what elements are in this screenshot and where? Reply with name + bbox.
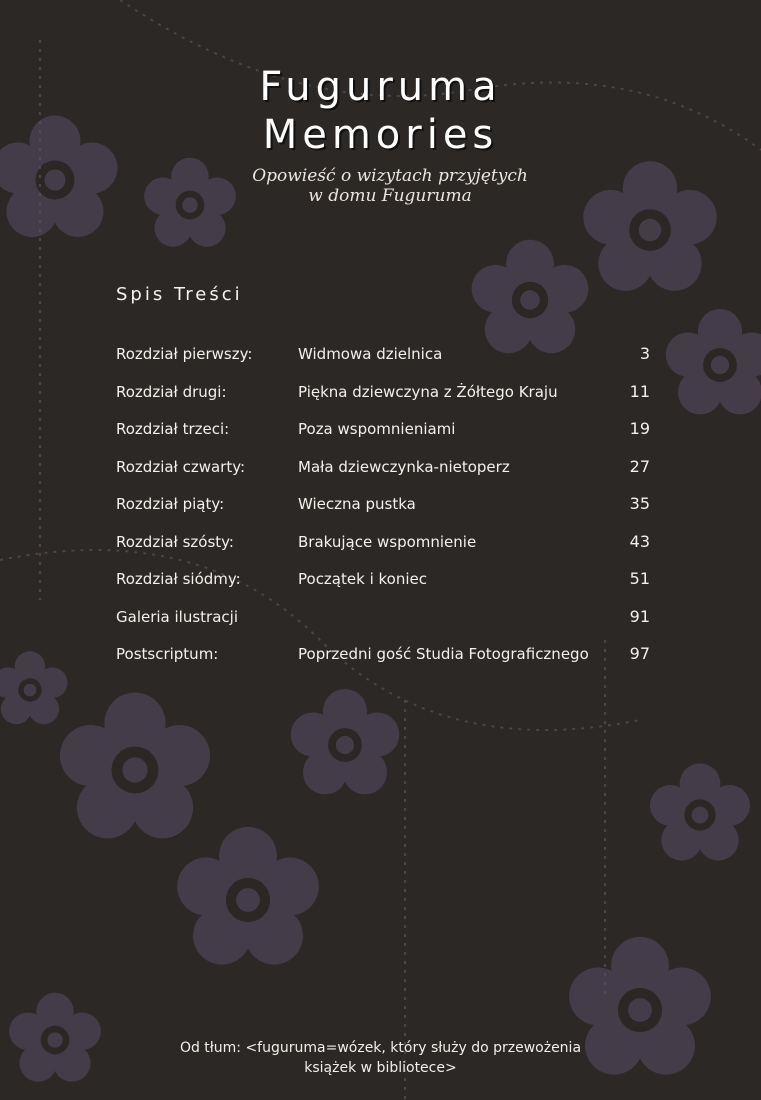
toc-entry-page: 91 [629, 606, 650, 626]
translator-note-line-2: książek w bibliotece> [304, 1060, 457, 1076]
toc-entry-title: Poza wspomnieniami [298, 420, 456, 438]
toc-entry-label: Galeria ilustracji [116, 607, 238, 626]
toc-entry-page: 11 [629, 381, 650, 401]
toc-entry-label: Rozdział szósty: [116, 532, 234, 551]
toc-entry-title: Mała dziewczynka-nietoperz [298, 457, 510, 476]
toc-entry-label: Postscriptum: [116, 645, 219, 663]
toc-entry[interactable] [116, 606, 650, 644]
toc-entry-page: 27 [629, 456, 650, 476]
toc-heading: Spis Treści [116, 284, 243, 305]
book-title-line-2: Memories [262, 112, 499, 158]
toc-entry[interactable] [116, 531, 650, 569]
toc-entry-title: Piękna dziewczyna z Żółtego Kraju [298, 382, 558, 401]
toc-entry[interactable] [116, 343, 650, 381]
toc-entry-page: 43 [629, 531, 650, 551]
book-title-line-1: Fuguruma [259, 64, 502, 110]
toc-entry-label: Rozdział trzeci: [116, 420, 230, 438]
toc-entry[interactable] [116, 418, 650, 456]
subtitle-line-1: Opowieść o wizytach przyjętych [252, 166, 528, 186]
translator-note-line-1: Od tłum: <fuguruma=wózek, który służy do przewożenia [179, 1040, 582, 1056]
toc-entry-label: Rozdział czwarty: [116, 457, 246, 476]
toc-entry[interactable] [116, 381, 650, 419]
toc-entry-page: 97 [629, 644, 650, 663]
toc-entry-title: Brakujące wspomnienie [298, 532, 477, 551]
toc-entry-page: 51 [629, 569, 650, 588]
toc-entry-label: Rozdział piąty: [116, 495, 225, 513]
table-of-contents [116, 343, 650, 681]
toc-entry-title: Początek i koniec [298, 570, 427, 588]
toc-entry-label: Rozdział drugi: [116, 382, 227, 401]
toc-entry-page: 19 [629, 419, 650, 438]
toc-entry-label: Rozdział pierwszy: [116, 345, 253, 363]
toc-entry[interactable] [116, 493, 650, 531]
toc-entry-label: Rozdział siódmy: [116, 570, 241, 588]
toc-entry-page: 3 [639, 344, 650, 363]
toc-entry-title: Wieczna pustka [298, 495, 416, 513]
toc-entry[interactable] [116, 456, 650, 494]
toc-entry[interactable] [116, 568, 650, 606]
toc-entry-title: Widmowa dzielnica [298, 345, 443, 363]
subtitle-line-2: w domu Fuguruma [308, 186, 472, 206]
toc-entry[interactable] [116, 643, 650, 681]
toc-entry-page: 35 [629, 494, 650, 513]
toc-entry-title: Poprzedni gość Studia Fotograficznego [298, 645, 589, 663]
